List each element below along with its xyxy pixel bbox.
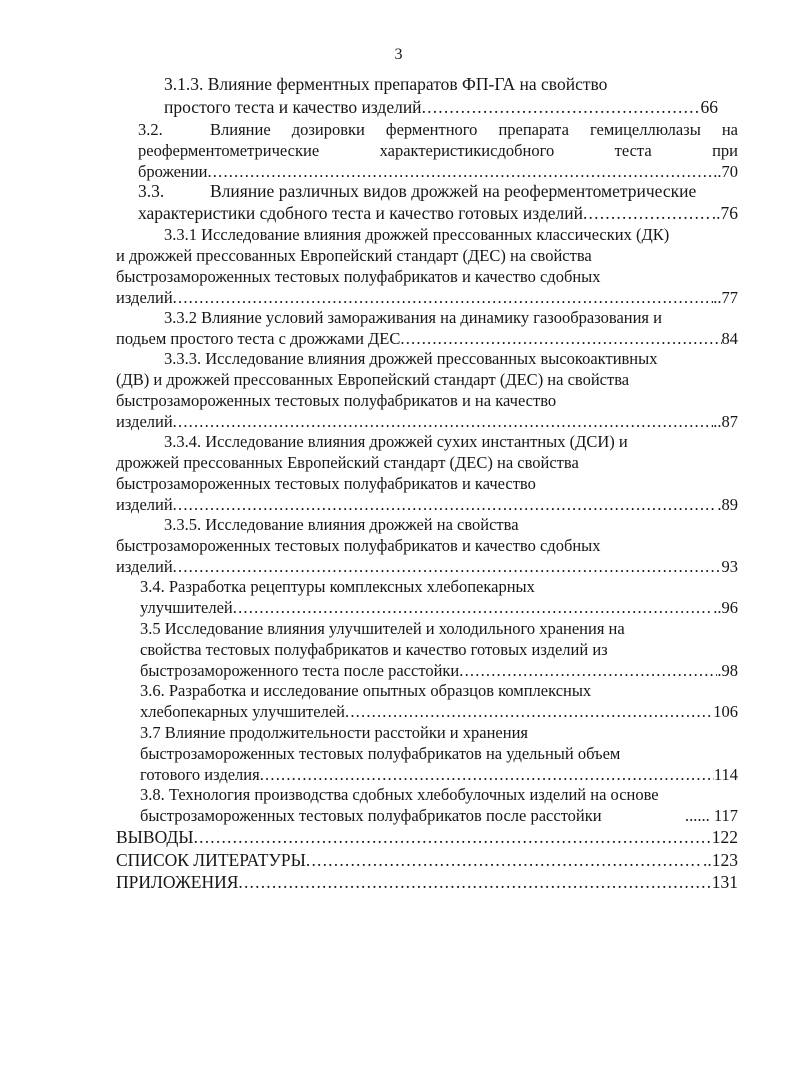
toc-entry-text: простого теста и качество изделий — [164, 97, 422, 117]
toc-entry-text: готового изделия — [140, 765, 260, 784]
page-number: 3 — [394, 46, 403, 63]
toc-entry-3-3-4-line-1: 3.3.4. Исследование влияния дрожжей сухих инстантных (ДСИ) и — [164, 432, 628, 451]
toc-page-number: .89 — [717, 495, 738, 514]
dot-leader — [194, 826, 712, 848]
toc-page-number: 66 — [700, 97, 718, 117]
toc-page-number: 93 — [721, 557, 738, 576]
toc-entry-3-1-3-line-1: 3.1.3. Влияние ферментных препаратов ФП-ГА на свойство — [164, 74, 608, 94]
toc-entry-3-5-line-2: свойства тестовых полуфабрикатов и качество готовых изделий из — [140, 640, 608, 659]
toc-page-number: ..77 — [713, 288, 738, 307]
toc-entry-text: Влияние дозировки ферментного препарата гемицеллюлазы на — [210, 120, 738, 139]
toc-entry-3-8-line-2 — [140, 805, 738, 827]
toc-entry-conclusions — [116, 826, 738, 848]
toc-entry-3-3-line-1 — [138, 180, 738, 202]
toc-entry-3-3-3-line-3: быстрозамороженных тестовых полуфабрикатов и на качество — [116, 391, 557, 410]
toc-entry-text: Влияние различных видов дрожжей на реоферментометрические — [210, 181, 697, 201]
toc-entry-text: ВЫВОДЫ — [116, 827, 194, 847]
toc-entry-3-2-line-1 — [138, 119, 738, 141]
toc-entry-text: изделий — [116, 557, 173, 576]
toc-entry-3-3-4-line-2: дрожжей прессованных Европейский стандарт (ДЕС) на свойства — [116, 453, 579, 472]
toc-entry-number: 3.3. — [138, 181, 165, 201]
toc-entry-3-3-4-line-4 — [116, 494, 738, 516]
dot-leader — [173, 556, 722, 578]
toc-page-number: 106 — [713, 702, 738, 721]
toc-page-number: ..123 — [703, 850, 738, 870]
toc-entry-3-6-line-1: 3.6. Разработка и исследование опытных образцов комплексных — [140, 681, 592, 700]
toc-entry-3-3-3-line-2: (ДВ) и дрожжей прессованных Европейский стандарт (ДЕС) на свойства — [116, 370, 630, 389]
dot-leader — [459, 660, 717, 682]
toc-entry-3-3-1-line-3: быстрозамороженных тестовых полуфабрикатов и качество сдобных — [116, 267, 601, 286]
toc-entry-3-7-line-2: быстрозамороженных тестовых полуфабрикатов на удельный объем — [140, 744, 621, 763]
toc-page-number: 131 — [711, 872, 738, 892]
toc-entry-text: быстрозамороженных тестовых полуфабрикатов после расстойки — [140, 806, 602, 825]
toc-entry-3-8-line-1: 3.8. Технология производства сдобных хлебобулочных изделий на основе — [140, 785, 659, 804]
toc-page-number: 122 — [711, 827, 738, 847]
toc-entry-3-7-line-1: 3.7 Влияние продолжительности расстойки и хранения — [140, 723, 528, 742]
dot-leader — [173, 287, 714, 309]
toc-entry-3-5-line-3 — [140, 660, 738, 682]
toc-entry-text: брожении — [138, 162, 208, 181]
toc-entry-3-2-line-2: реоферментометрические характеристикисдобного теста при — [138, 141, 738, 160]
toc-entry-3-3-1-line-1: 3.3.1 Исследование влияния дрожжей прессованных классических (ДК) — [164, 225, 670, 244]
toc-entry-3-7-line-3 — [140, 764, 738, 786]
dot-leader — [238, 871, 711, 893]
toc-entry-3-3-5-line-1: 3.3.5. Исследование влияния дрожжей на свойства — [164, 515, 519, 534]
toc-entry-3-3-5-line-2: быстрозамороженных тестовых полуфабрикатов и качество сдобных — [116, 536, 601, 555]
toc-page-number: .98 — [717, 661, 738, 680]
toc-entry-3-3-1-line-4 — [116, 287, 738, 309]
dot-leader — [233, 597, 713, 619]
toc-entry-3-4-line-2 — [140, 597, 738, 619]
toc-entry-3-3-5-line-3 — [116, 556, 738, 578]
toc-entry-3-3-3-line-4 — [116, 411, 738, 433]
toc-entry-3-1-3-line-2 — [164, 96, 718, 118]
toc-entry-text: хлебопекарных улучшителей — [140, 702, 346, 721]
toc-entry-3-5-line-1: 3.5 Исследование влияния улучшителей и холодильного хранения на — [140, 619, 625, 638]
toc-entry-text: улучшителей — [140, 598, 233, 617]
dot-leader — [422, 96, 701, 118]
toc-entry-text: изделий — [116, 288, 173, 307]
toc-entry-3-3-4-line-3: быстрозамороженных тестовых полуфабрикатов и качество — [116, 474, 536, 493]
toc-entry-text: изделий — [116, 412, 173, 431]
dot-leader — [260, 764, 714, 786]
toc-entry-text: ПРИЛОЖЕНИЯ — [116, 872, 239, 892]
toc-entry-text: подьем простого теста с дрожжами ДЕС — [116, 329, 401, 348]
toc-entry-3-3-1-line-2: и дрожжей прессованных Европейский стандарт (ДЕС) на свойства — [116, 246, 592, 265]
toc-page-number: ..70 — [713, 162, 738, 181]
toc-entry-references — [116, 849, 738, 871]
toc-entry-3-3-line-2 — [138, 202, 738, 224]
dot-leader — [583, 202, 712, 224]
toc-entry-3-3-2-line-1: 3.3.2 Влияние условий замораживания на динамику газообразования и — [164, 308, 662, 327]
toc-entry-appendices — [116, 871, 738, 893]
dot-leader — [173, 494, 718, 516]
toc-entry-text: быстрозамороженного теста после расстойки — [140, 661, 460, 680]
dot-leader — [173, 411, 714, 433]
toc-page-number: 114 — [713, 765, 738, 784]
toc-page-number: 84 — [721, 329, 738, 348]
toc-entry-3-3-2-line-2 — [116, 328, 738, 350]
toc-entry-text: изделий — [116, 495, 173, 514]
toc-page-number: ...... 117 — [684, 806, 738, 825]
toc-entry-number: 3.2. — [138, 120, 163, 139]
toc-page-number: ..96 — [713, 598, 738, 617]
toc-entry-text: характеристики сдобного теста и качество готовых изделий — [138, 203, 583, 223]
toc-page-number: ..76 — [711, 203, 738, 223]
toc-entry-3-3-3-line-1: 3.3.3. Исследование влияния дрожжей прессованных высокоактивных — [164, 349, 658, 368]
toc-entry-3-4-line-1: 3.4. Разработка рецептуры комплексных хлебопекарных — [140, 577, 535, 596]
dot-leader — [306, 849, 703, 871]
dot-leader — [400, 328, 721, 350]
dot-leader — [345, 701, 713, 723]
toc-entry-3-6-line-2 — [140, 701, 738, 723]
toc-page-number: ..87 — [713, 412, 738, 431]
toc-entry-text: СПИСОК ЛИТЕРАТУРЫ — [116, 850, 306, 870]
